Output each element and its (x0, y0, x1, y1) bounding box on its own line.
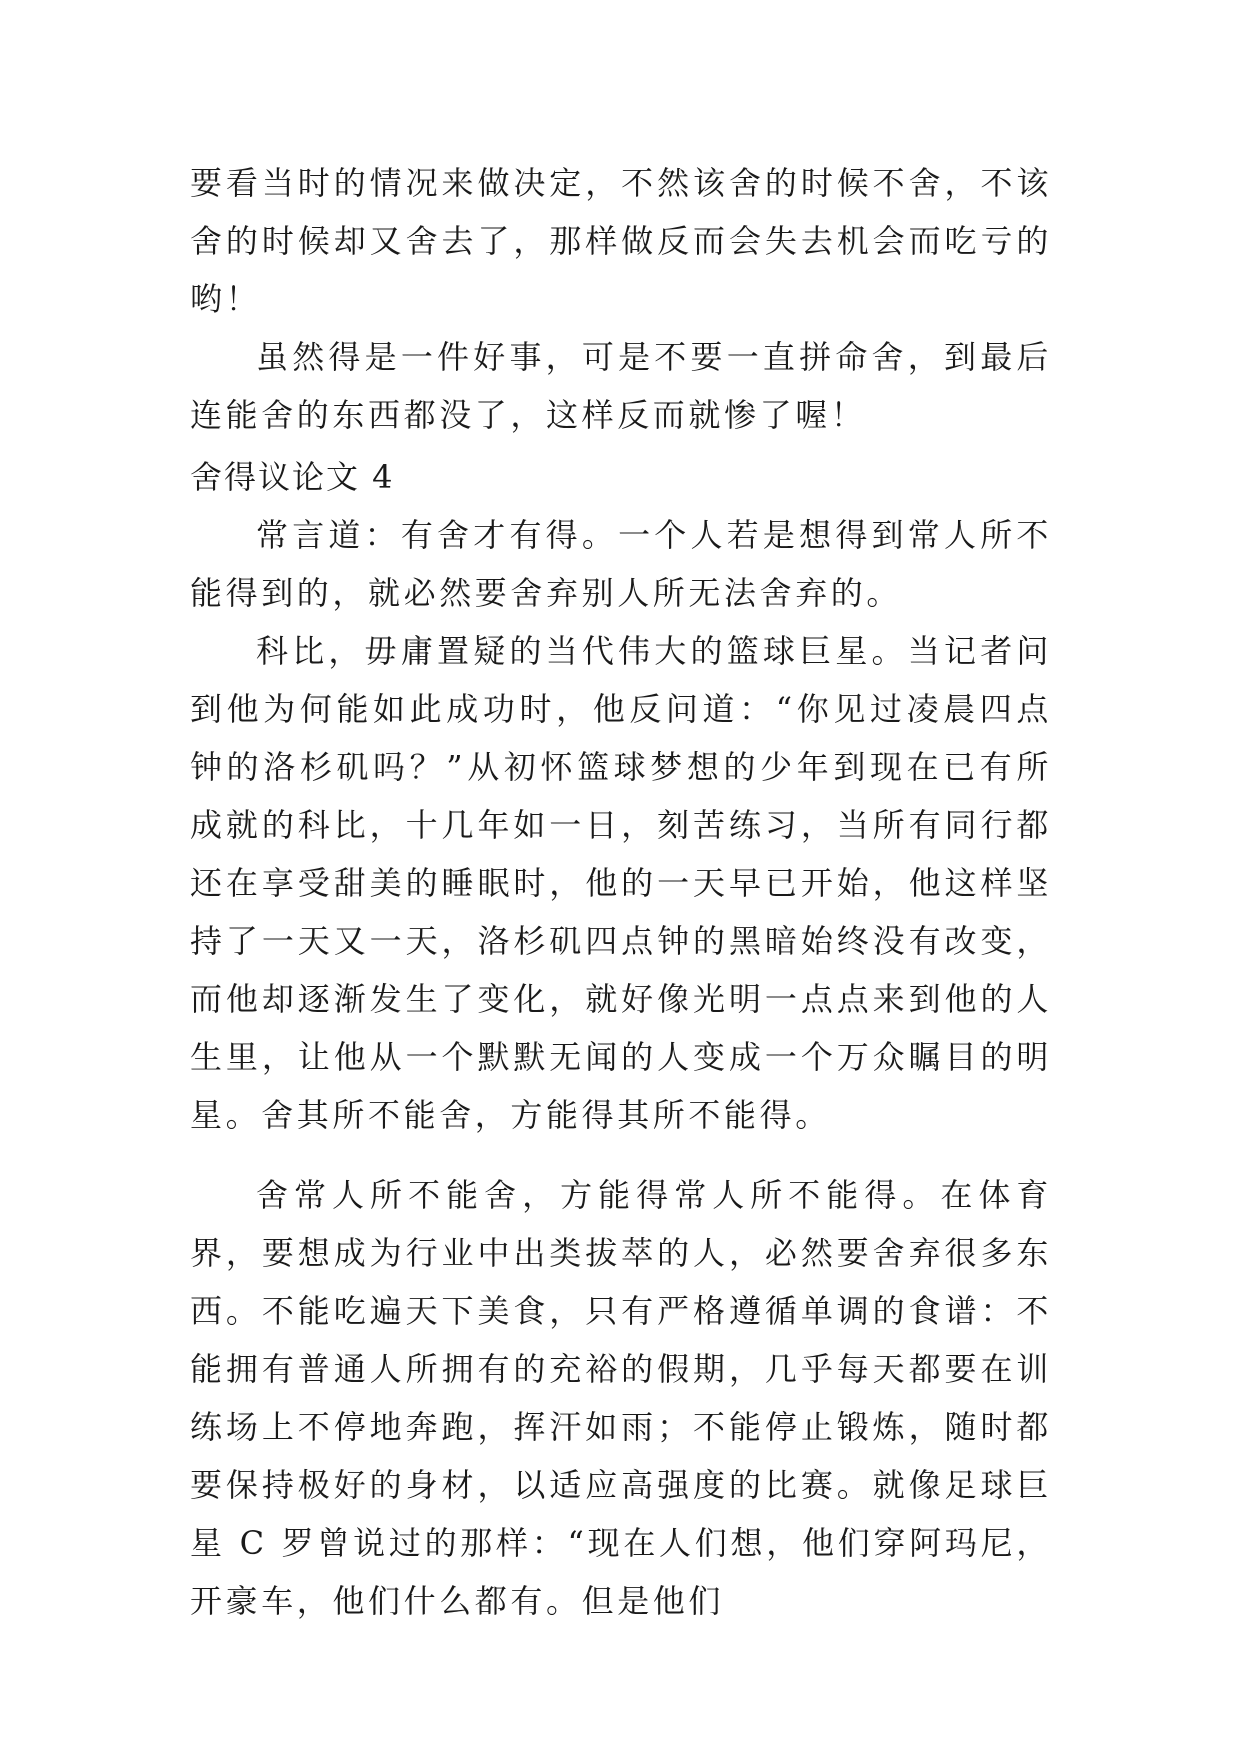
paragraph: 科比，毋庸置疑的当代伟大的篮球巨星。当记者问到他为何能如此成功时，他反问道：“你见过凌晨四点钟的洛杉矶吗？”从初怀篮球梦想的少年到现在已有所成就的科比，十几年如一日，刻苦练习，当所有同行都还在享受甜美的睡眠时，他的一天早已开始，他这样坚持了一天又一天，洛杉矶四点钟的黑暗始终没有改变，而他却逐渐发生了变化，就好像光明一点点来到他的人生里，让他从一个默默无闻的人变成一个万众瞩目的明星。舍其所不能舍，方能得其所不能得。 (190, 632, 1052, 1134)
paragraph: 虽然得是一件好事，可是不要一直拼命舍，到最后连能舍的东西都没了，这样反而就惨了喔！ (190, 338, 1052, 434)
paragraph: 常言道：有舍才有得。一个人若是想得到常人所不能得到的，就必然要舍弃别人所无法舍弃的。 (190, 516, 1052, 612)
section-body (190, 506, 1052, 1630)
paragraph-continuation: 要看当时的情况来做决定，不然该舍的时候不舍，不该舍的时候却又舍去了，那样做反而会失去机会而吃亏的哟！ (190, 164, 1052, 318)
paragraph: 舍常人所不能舍，方能得常人所不能得。在体育界，要想成为行业中出类拔萃的人，必然要舍弃很多东西。不能吃遍天下美食，只有严格遵循单调的食谱：不能拥有普通人所拥有的充裕的假期，几乎每天都要在训练场上不停地奔跑，挥汗如雨；不能停止锻炼，随时都要保持极好的身材，以适应高强度的比赛。就像足球巨星 C 罗曾说过的那样：“现在人们想，他们穿阿玛尼，开豪车，他们什么都有。但是他们 (190, 1176, 1052, 1620)
section-title: 舍得议论文 4 (190, 458, 395, 496)
top-text-block (190, 154, 1052, 444)
